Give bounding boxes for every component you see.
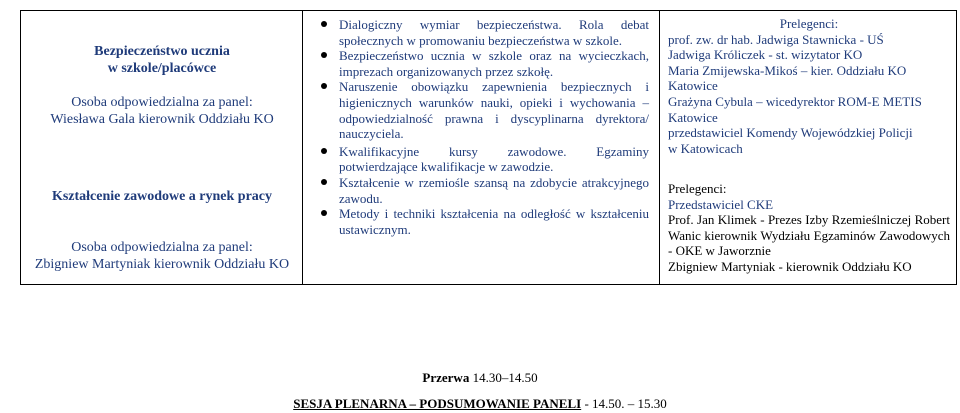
topic-item: Dialogiczny wymiar bezpieczeństwa. Rola debat społecznych w promowaniu bezpieczeństwa w szkole. <box>321 17 649 48</box>
panel-titles-column <box>21 11 303 284</box>
bullet-icon <box>321 210 327 216</box>
speaker-line: Przedstawiciel CKE <box>668 196 774 212</box>
topic-item: Bezpieczeństwo ucznia w szkole oraz na wycieczkach, imprezach organizowanych przez szkołę. <box>321 48 649 79</box>
bullet-icon <box>321 83 327 89</box>
speakers-group-2 <box>668 181 950 275</box>
speakers1-heading: Prelegenci: <box>779 16 839 31</box>
panel1-title-line2: w szkole/placówce <box>107 61 217 76</box>
speaker-line: Prof. Jan Klimek - Prezes Izby Rzemieślniczej Robert Wanic kierownik Wydziału Egzaminów Zawodowych - OKE w Jaworznie <box>668 212 950 259</box>
topics-column <box>303 11 660 284</box>
speakers2-heading: Prelegenci: <box>668 181 727 196</box>
bullet-icon <box>321 179 327 185</box>
bullet-icon <box>321 148 327 154</box>
panel1-info <box>21 43 303 128</box>
plenary-time: - 14.50. – 15.30 <box>581 396 667 411</box>
panel1-responsible-name: Wiesława Gala kierownik Oddziału KO <box>50 112 274 127</box>
plenary-line <box>0 396 960 412</box>
topics-list <box>321 17 649 237</box>
speaker-line: Maria Zmijewska-Mikoś – kier. Oddziału KO <box>668 62 907 78</box>
speaker-line: Katowice <box>668 109 718 125</box>
plenary-label: SESJA PLENARNA – PODSUMOWANIE PANELI <box>293 396 582 411</box>
speaker-line: Katowice <box>668 78 718 94</box>
program-table <box>20 10 957 285</box>
panel2-title: Kształcenie zawodowe a rynek pracy <box>51 189 273 204</box>
break-label: Przerwa <box>422 370 470 385</box>
speaker-line: przedstawiciel Komendy Wojewódzkiej Policji <box>668 125 913 141</box>
panel2-info <box>21 188 303 273</box>
speakers-column <box>660 11 956 284</box>
bullet-icon <box>321 21 327 27</box>
topic-item: Naruszenie obowiązku zapewnienia bezpiecznych i higienicznych warunków nauki, opieki i wychowania – odpowiedzialność prawna i dyscyplinarna dyrektora/ nauczyciela. <box>321 79 649 141</box>
break-line <box>0 370 960 386</box>
panel2-responsible-name: Zbigniew Martyniak kierownik Oddziału KO <box>34 257 290 272</box>
topic-item: Metody i techniki kształcenia na odległość w kształceniu ustawicznym. <box>321 206 649 237</box>
speaker-line: Zbigniew Martyniak - kierownik Oddziału KO <box>668 258 912 274</box>
speaker-line: Grażyna Cybula – wicedyrektor ROM-E METIS <box>668 93 922 109</box>
speaker-line: Jadwiga Króliczek - st. wizytator KO <box>668 47 863 63</box>
break-time: 14.30–14.50 <box>472 370 538 385</box>
speaker-line: w Katowicach <box>668 140 743 156</box>
panel1-title-line1: Bezpieczeństwo ucznia <box>94 44 230 59</box>
topic-item: Kształcenie w rzemiośle szansą na zdobycie atrakcyjnego zawodu. <box>321 175 649 206</box>
panel2-responsible-label: Osoba odpowiedzialna za panel: <box>71 240 253 255</box>
speaker-line: prof. zw. dr hab. Jadwiga Stawnicka - UŚ <box>668 31 884 47</box>
panel1-responsible-label: Osoba odpowiedzialna za panel: <box>71 95 253 110</box>
speakers-group-1 <box>668 16 950 156</box>
bullet-icon <box>321 52 327 58</box>
topic-item: Kwalifikacyjne kursy zawodowe. Egzaminy potwierdzające kwalifikacje w zawodzie. <box>321 144 649 175</box>
